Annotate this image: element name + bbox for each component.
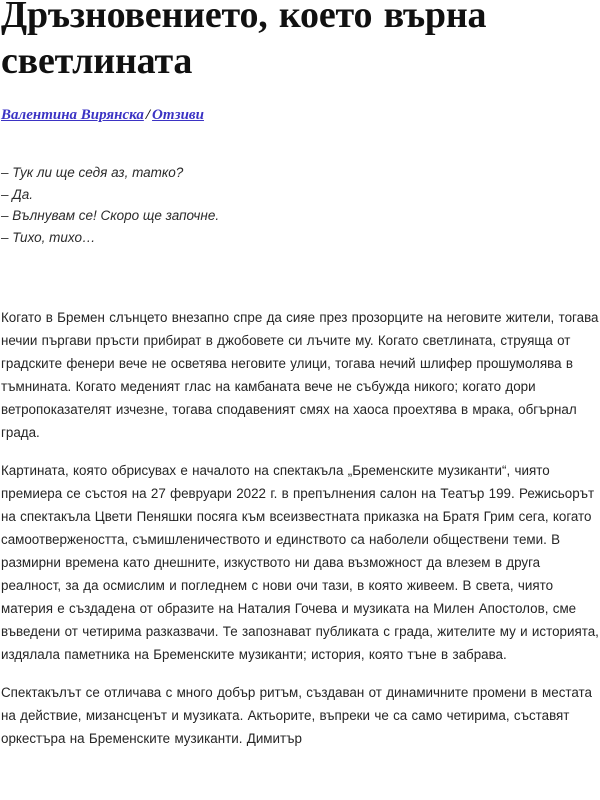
byline: [1, 106, 598, 124]
dialogue-line: – Тук ли ще седя аз, татко?: [1, 165, 184, 180]
article-paragraph: Картината, която обрисувах е началото на спектакъла „Бременските музиканти“, чиято премиера се състоя на 27 февруари 2022 г. в препълнения салон на Театър 199. Режисьорът на спектакъла Цвети Пеняшки посяга към всеизвестната приказка на Братя Грим сега, когато самоотвержеността, съмишленичеството и единството са наболели обществени теми. В размирни времена като днешните, изкуството ни дава възможност да влезем в друга реалност, за да осмислим и погледнем с нови очи тази, в която живеем. В света, чиято материя е създадена от образите на Наталия Гочева и музиката на Милен Апостолов, сме въведени от четирима разказвачи. Те запознават публиката с града, жителите му и историята, издялала паметника на Бременските музиканти; история, която тъне в забрава.: [1, 463, 599, 662]
dialogue-line: – Тихо, тихо…: [1, 229, 96, 245]
article-paragraph: Спектакълът се отличава с много добър ритъм, създаван от динамичните промени в местата на действие, мизансценът и музиката. Актьорите, въпреки че са само четирима, съставят оркестъра на Бременските музиканти. Димитър: [1, 685, 592, 746]
dialogue-block: [1, 162, 598, 248]
article-body: [1, 306, 598, 750]
byline-author-link[interactable]: Валентина Вирянска: [1, 107, 144, 123]
page-title: Дръзновението, което върна светлината: [1, 0, 487, 82]
byline-category-link[interactable]: Отзиви: [152, 107, 204, 123]
byline-separator: /: [145, 107, 151, 123]
article-paragraph: Когато в Бремен слънцето внезапно спре да сияе през прозорците на неговите жители, тогава нечии пъргави пръсти прибират в джобовете си лъчите му. Когато светлината, струяща от градските фенери вече не осветява неговите улици, тогава нечий шлифер прошумолява в тъмнината. Когато медeният глас на камбаната вече не събужда никого; когато дори ветропоказателят изчезне, тогава сподавеният смях на хаоса проехтява в мрака, обгърнал града.: [1, 310, 599, 440]
dialogue-line: – Вълнувам се! Скоро ще започне.: [1, 208, 220, 223]
dialogue-line: – Да.: [1, 186, 34, 202]
